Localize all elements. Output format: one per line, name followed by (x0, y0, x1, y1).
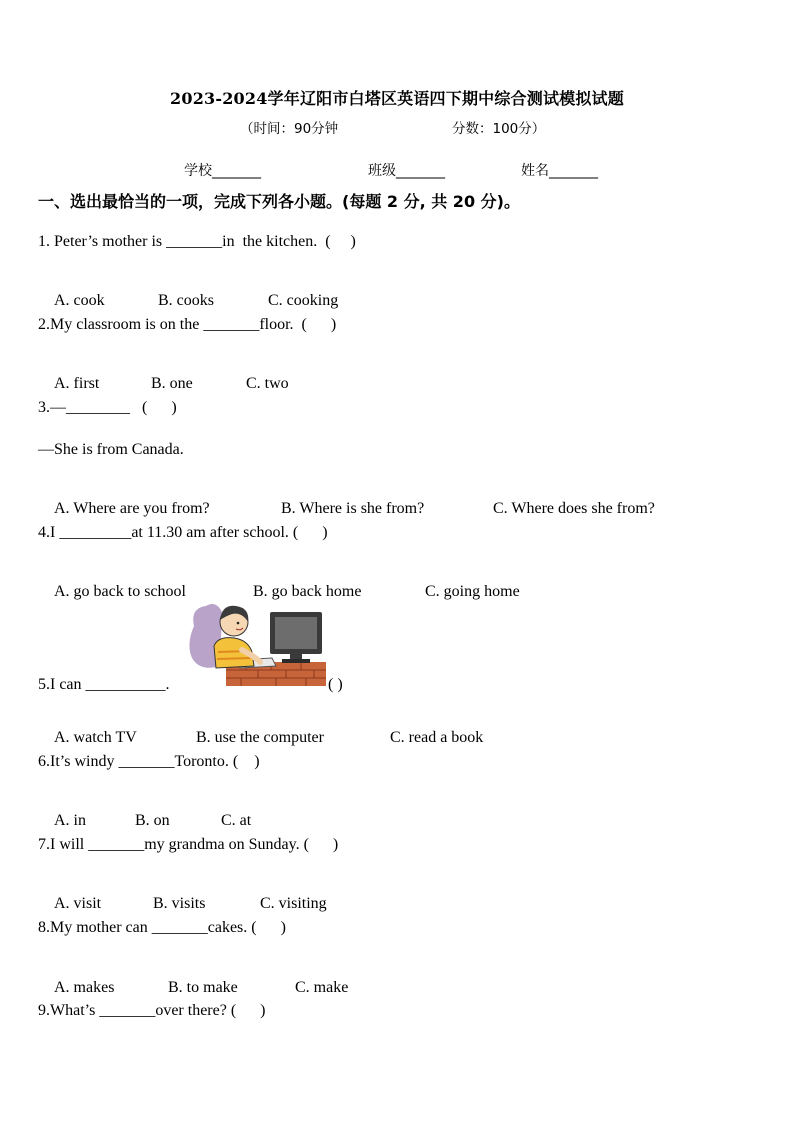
option-c: C. visiting (260, 895, 327, 912)
option-c: C. going home (425, 583, 520, 600)
option-a: A. go back to school (54, 583, 186, 600)
question-4: 4.I _________at 11.30 am after school. ( ) (38, 524, 328, 541)
time-limit: （时间：90分钟 (240, 121, 339, 137)
question-6: 6.It’s windy _______Toronto. ( ) (38, 753, 260, 770)
page-title: 2023-2024学年辽阳市白塔区英语四下期中综合测试模拟试题 (170, 89, 624, 108)
option-a: A. in (54, 812, 86, 829)
option-b: B. use the computer (196, 729, 324, 746)
question-7: 7.I will _______my grandma on Sunday. ( ) (38, 836, 339, 853)
option-a: A. watch TV (54, 729, 137, 746)
option-b: B. Where is she from? (281, 500, 425, 517)
option-c: C. at (221, 812, 252, 829)
option-a: A. first (54, 375, 100, 392)
option-c: C. read a book (390, 729, 484, 746)
class-field: 班级_______ (368, 163, 445, 179)
total-score: 分数：100分） (452, 121, 546, 137)
option-c: C. cooking (268, 292, 339, 309)
school-field: 学校_______ (184, 163, 261, 179)
option-b: B. cooks (158, 292, 214, 309)
option-a: A. Where are you from? (54, 500, 210, 517)
option-a: A. visit (54, 895, 102, 912)
option-b: B. to make (168, 979, 238, 996)
question-8: 8.My mother can _______cakes. ( ) (38, 919, 286, 936)
option-c: C. make (295, 979, 349, 996)
option-c: C. Where does she from? (493, 500, 655, 517)
question-9: 9.What’s _______over there? ( ) (38, 1002, 266, 1019)
option-a: A. makes (54, 979, 115, 996)
option-a: A. cook (54, 292, 105, 309)
question-1: 1. Peter’s mother is _______in the kitchen. ( ) (38, 233, 356, 250)
boy-computer-illustration (186, 596, 331, 688)
section-heading: 一、选出最恰当的一项，完成下列各小题。(每题 2 分, 共 20 分)。 (38, 192, 520, 211)
question-3: 3.—________ ( ) (38, 399, 177, 416)
name-field: 姓名_______ (521, 163, 598, 179)
option-b: B. visits (153, 895, 206, 912)
question-5: 5.I can __________. (38, 676, 170, 693)
question-3-answer-line: —She is from Canada. (38, 441, 184, 458)
option-c: C. two (246, 375, 289, 392)
option-b: B. on (135, 812, 170, 829)
option-b: B. go back home (253, 583, 362, 600)
question-5-bracket: ( ) (328, 676, 343, 693)
option-b: B. one (151, 375, 193, 392)
question-2: 2.My classroom is on the _______floor. ( ) (38, 316, 337, 333)
